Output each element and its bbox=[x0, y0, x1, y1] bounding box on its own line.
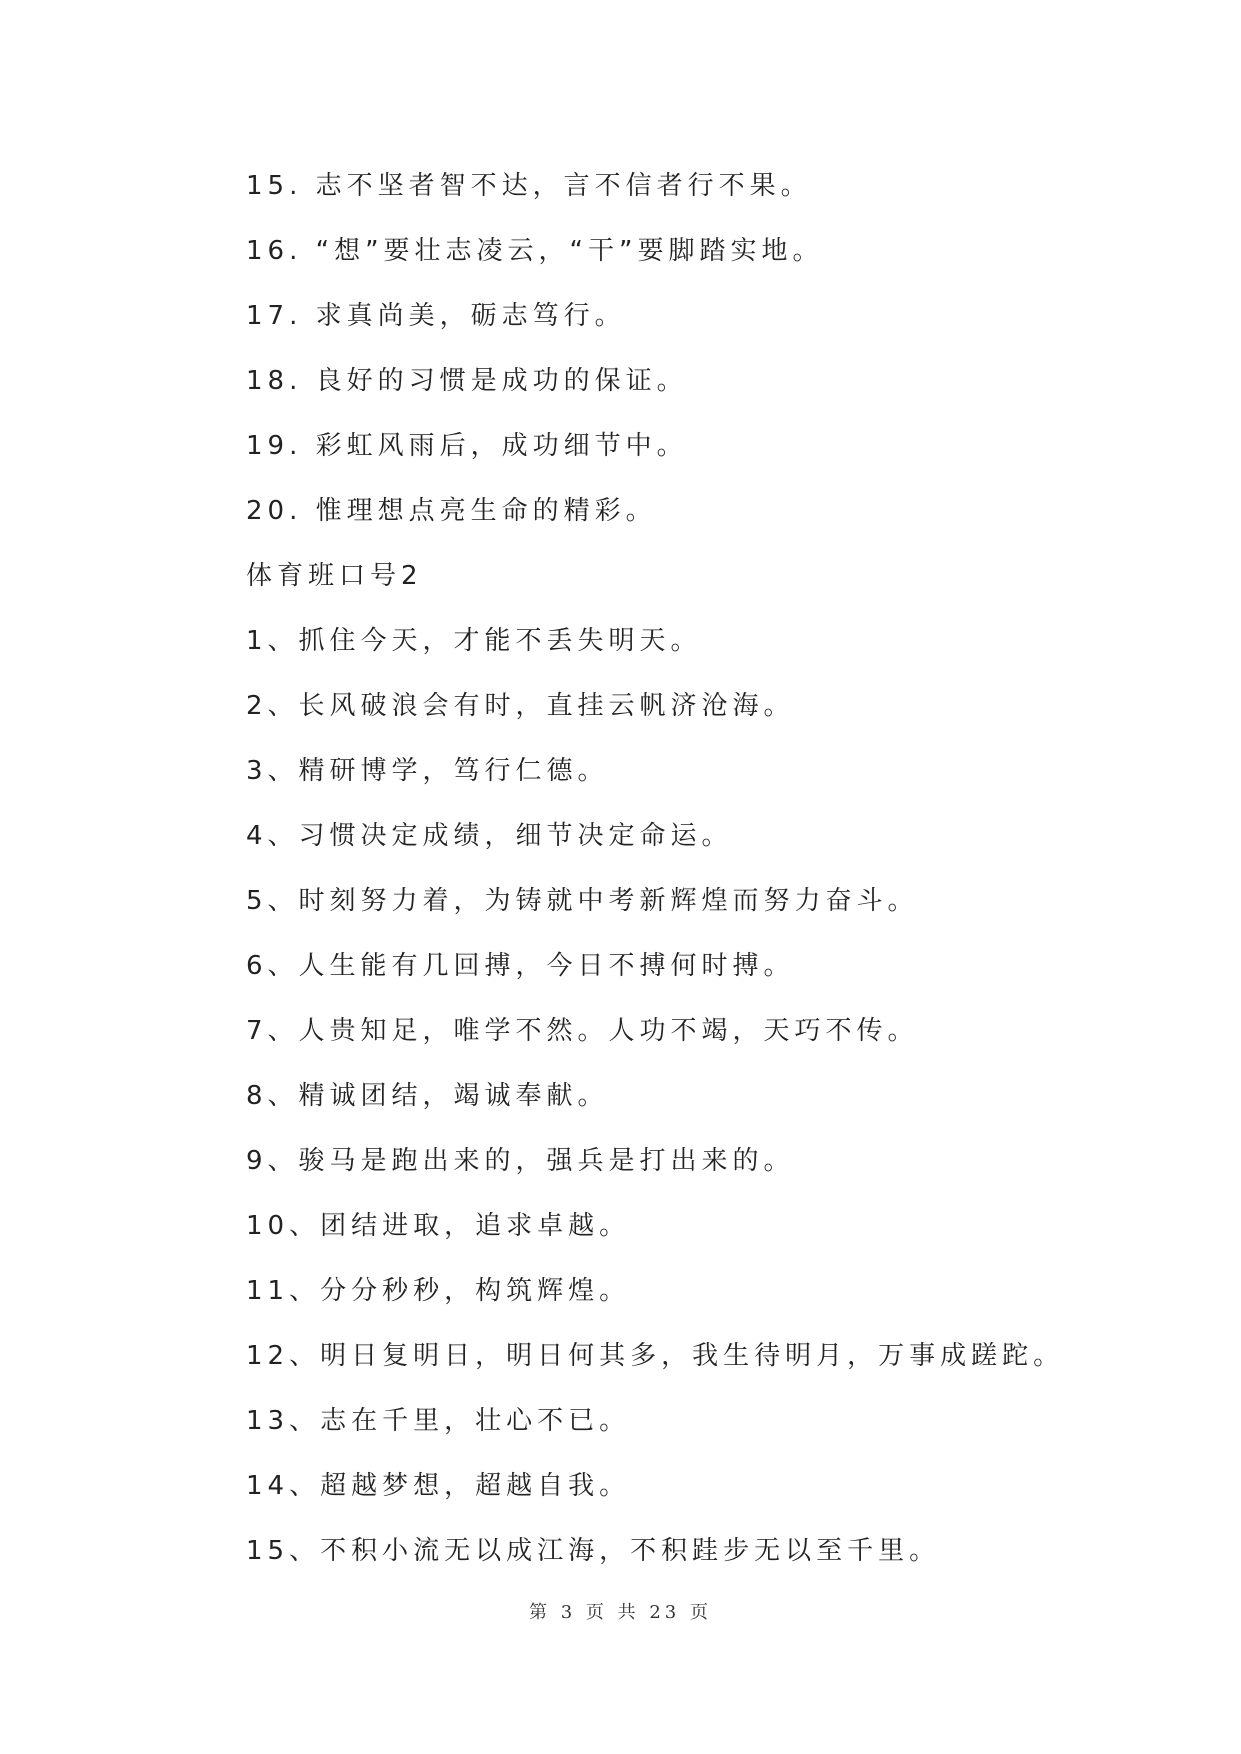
slogan-line: 16. “想”要壮志凌云，“干”要脚踏实地。 bbox=[246, 236, 824, 266]
page-number-footer: 第 3 页 共 23 页 bbox=[529, 1602, 712, 1623]
slogan-line: 13、志在千里，壮心不已。 bbox=[246, 1406, 631, 1436]
section-heading: 体育班口号2 bbox=[246, 561, 423, 591]
slogan-list bbox=[246, 154, 1146, 1584]
slogan-line: 17. 求真尚美，砺志笃行。 bbox=[246, 301, 626, 331]
slogan-line: 19. 彩虹风雨后，成功细节中。 bbox=[246, 431, 688, 461]
slogan-line: 15. 志不坚者智不达，言不信者行不果。 bbox=[246, 171, 812, 201]
slogan-line: 12、明日复明日，明日何其多，我生待明月，万事成蹉跎。 bbox=[246, 1341, 1065, 1371]
slogan-line: 14、超越梦想，超越自我。 bbox=[246, 1471, 631, 1501]
slogan-line: 3、精研博学，笃行仁德。 bbox=[246, 756, 609, 786]
slogan-line: 9、骏马是跑出来的，强兵是打出来的。 bbox=[246, 1146, 795, 1176]
slogan-line: 2、长风破浪会有时，直挂云帆济沧海。 bbox=[246, 691, 795, 721]
slogan-line: 15、不积小流无以成江海，不积跬步无以至千里。 bbox=[246, 1536, 941, 1566]
slogan-line: 6、人生能有几回搏，今日不搏何时搏。 bbox=[246, 951, 795, 981]
slogan-line: 20. 惟理想点亮生命的精彩。 bbox=[246, 496, 657, 526]
slogan-line: 5、时刻努力着，为铸就中考新辉煌而努力奋斗。 bbox=[246, 886, 919, 916]
slogan-line: 11、分分秒秒，构筑辉煌。 bbox=[246, 1276, 631, 1306]
slogan-line: 10、团结进取，追求卓越。 bbox=[246, 1211, 631, 1241]
slogan-line: 7、人贵知足，唯学不然。人功不竭，天巧不传。 bbox=[246, 1016, 919, 1046]
slogan-line: 1、抓住今天，才能不丢失明天。 bbox=[246, 626, 702, 656]
slogan-line: 18. 良好的习惯是成功的保证。 bbox=[246, 366, 688, 396]
slogan-line: 4、习惯决定成绩，细节决定命运。 bbox=[246, 821, 733, 851]
slogan-line: 8、精诚团结，竭诚奉献。 bbox=[246, 1081, 609, 1111]
